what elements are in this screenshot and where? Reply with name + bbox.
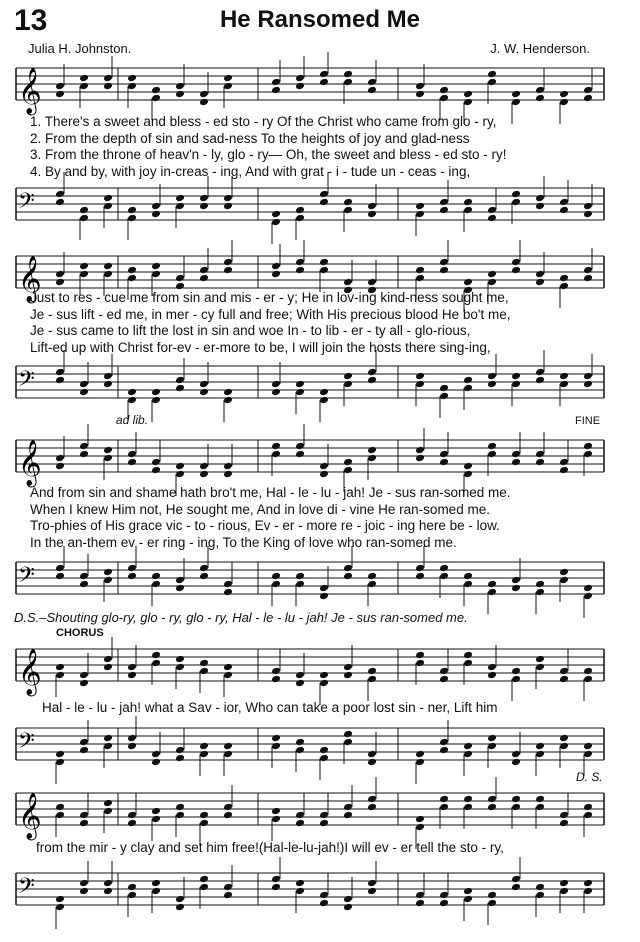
bass-staff-2 <box>0 360 640 415</box>
verse-lyrics-3 <box>30 485 600 551</box>
chorus-lyrics-1 <box>42 700 600 717</box>
verse-lyrics-2 <box>30 290 600 356</box>
svg-text:𝄞: 𝄞 <box>18 68 42 114</box>
lyric-line: 2. From the depth of sin and sad-ness To the heights of joy and glad-ness <box>30 130 470 146</box>
lyricist-credit: Julia H. Johnston. <box>28 41 132 56</box>
composer-credit: J. W. Henderson. <box>490 41 590 56</box>
svg-text:𝄢: 𝄢 <box>18 874 35 904</box>
lyric-line: 1. There's a sweet and bless - ed sto - ry Of the Christ who came from glo - ry, <box>30 114 497 129</box>
lyric-line: Lift-ed up with Christ for-ev - er-more to be, I will join the hosts there sing-ing, <box>30 339 491 355</box>
svg-text:𝄞: 𝄞 <box>18 649 42 695</box>
treble-staff-4 <box>0 643 640 698</box>
lyric-line: And from sin and shame hath bro't me, Hal - le - lu - jah! Je - sus ran-somed me. <box>30 485 511 500</box>
ds-lyric-line: D.S.–Shouting glo-ry, glo - ry, glo - ry, Hal - le - lu - jah! Je - sus ran-somed me. <box>14 610 468 625</box>
svg-text:𝄞: 𝄞 <box>18 256 42 302</box>
bass-staff-4 <box>0 722 640 777</box>
lyric-line: Just to res - cue me from sin and mis - er - y; He in lov-ing kind-ness sought me, <box>30 290 509 305</box>
ad-lib-marking: ad lib. <box>116 413 149 427</box>
lyric-line: When I knew Him not, He sought me, And in love di - vine He ran-somed me. <box>30 501 490 517</box>
chorus-lyrics-2 <box>36 840 600 857</box>
svg-text:𝄢: 𝄢 <box>18 563 35 593</box>
svg-text:𝄢: 𝄢 <box>18 189 35 219</box>
hymn-number: 13 <box>14 4 48 37</box>
fine-marking: FINE <box>575 415 601 427</box>
lyric-line: Tro-phies of His grace vic - to - rious, Ev - er - more re - joic - ing here be - low. <box>30 518 500 533</box>
treble-staff-1 <box>0 62 640 117</box>
treble-staff-5 <box>0 787 640 842</box>
lyric-line: Je - sus came to lift the lost in sin and woe In - to lib - er - ty all - glo-rious, <box>30 323 471 338</box>
svg-text:𝄢: 𝄢 <box>18 729 35 759</box>
verse-lyrics-1 <box>30 114 600 180</box>
svg-text:𝄞: 𝄞 <box>18 440 42 486</box>
bass-staff-3 <box>0 556 640 611</box>
treble-staff-3 <box>0 434 640 489</box>
chorus-label: CHORUS <box>56 627 104 639</box>
hymn-title: He Ransomed Me <box>219 6 421 33</box>
lyric-line: 4. By and by, with joy in-creas - ing, And with grat - i - tude un - ceas - ing, <box>30 163 471 179</box>
bass-staff-1 <box>0 182 640 237</box>
lyric-line: In the an-them ev - er ring - ing, To the King of love who ran-somed me. <box>30 534 457 550</box>
lyric-line: Je - sus lift - ed me, in mer - cy full and free; With His precious blood He bo't me, <box>30 306 511 322</box>
svg-text:𝄢: 𝄢 <box>18 367 35 397</box>
ds-end-marking: D. S. <box>576 770 603 784</box>
lyric-line: Hal - le - lu - jah! what a Sav - ior, Who can take a poor lost sin - ner, Lift him <box>42 700 498 715</box>
lyric-line: 3. From the throne of heav'n - ly, glo - ry— Oh, the sweet and bless - ed sto - ry! <box>30 147 507 162</box>
svg-text:𝄞: 𝄞 <box>18 793 42 839</box>
bass-staff-5 <box>0 867 640 922</box>
lyric-line: from the mir - y clay and set him free!(Hal-le-lu-jah!)I will ev - er tell the sto - ry, <box>36 840 504 855</box>
